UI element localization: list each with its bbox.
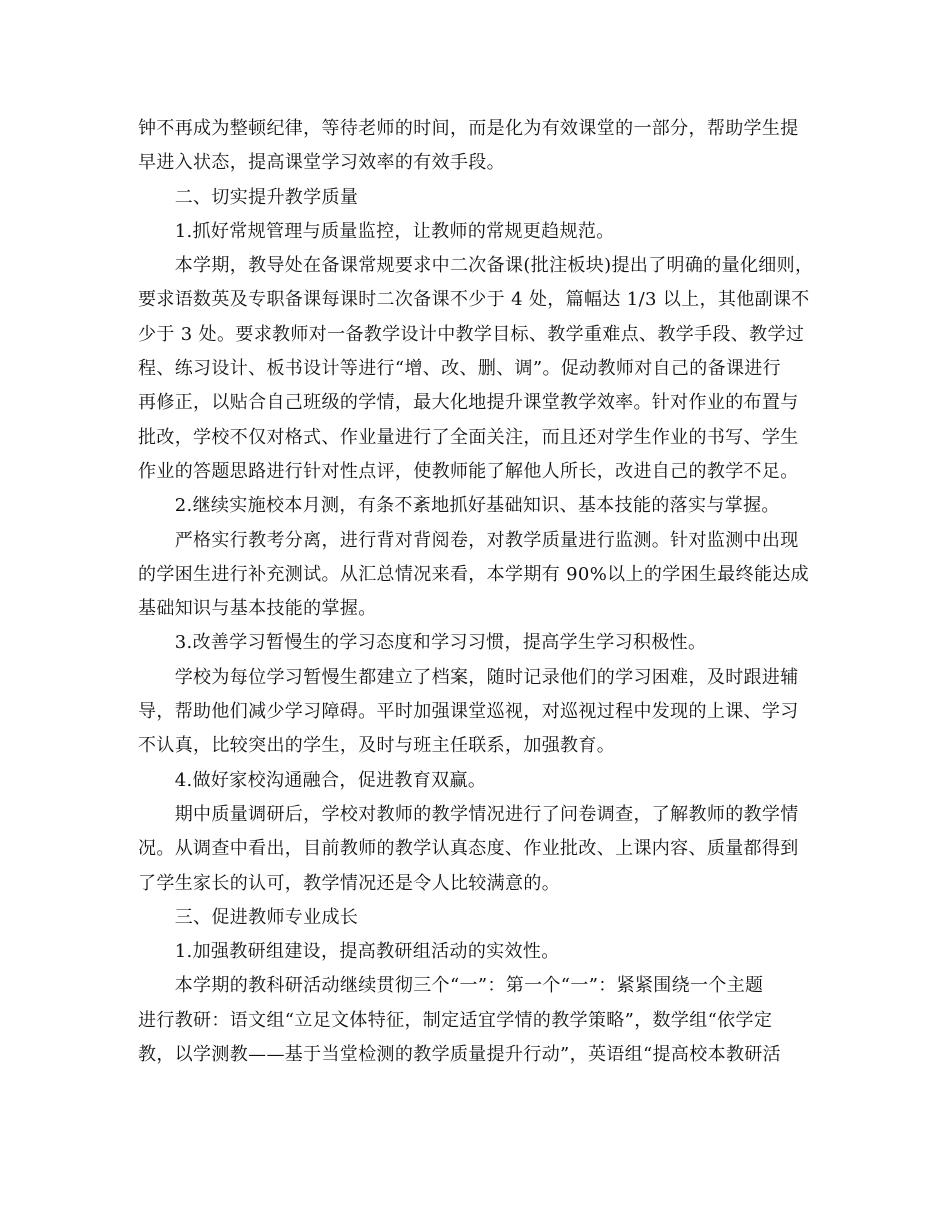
text-line: 期中质量调研后，学校对教师的教学情况进行了问卷调查，了解教师的教学情 [138, 803, 799, 825]
text-line: 不认真，比较突出的学生，及时与班主任联系，加强教育。 [138, 735, 616, 757]
text-line: 程、练习设计、板书设计等进行“增、改、删、调”。促动教师对自己的备课进行 [138, 358, 782, 380]
text-line: 本学期，教导处在备课常规要求中二次备课(批注板块)提出了明确的量化细则， [138, 255, 814, 277]
subsection-heading: 3.改善学习暂慢生的学习态度和学习习惯，提高学生学习积极性。 [138, 632, 707, 654]
text-line: 本学期的教科研活动继续贯彻三个“一”：第一个“一”：紧紧围绕一个主题 [138, 975, 764, 997]
text-line: 再修正，以贴合自己班级的学情，最大化地提升课堂教学效率。针对作业的布置与 [138, 392, 799, 414]
text-line: 少于 3 处。要求教师对一备教学设计中教学目标、教学重难点、教学手段、教学过 [138, 323, 805, 345]
text-line: 的学困生进行补充测试。从汇总情况来看，本学期有 90%以上的学困生最终能达成 [138, 563, 810, 585]
text-line: 学校为每位学习暂慢生都建立了档案，随时记录他们的学习困难，及时跟进辅 [138, 666, 799, 688]
text-line: 基础知识与基本技能的掌握。 [138, 598, 377, 620]
subsection-heading: 1.加强教研组建设，提高教研组活动的实效性。 [138, 941, 560, 963]
text-line: 进行教研：语文组“立足文体特征，制定适宜学情的教学策略”，数学组“依学定 [138, 1009, 773, 1031]
document-body [138, 112, 818, 1072]
text-line: 钟不再成为整顿纪律，等待老师的时间，而是化为有效课堂的一部分，帮助学生提 [138, 118, 799, 139]
subsection-heading: 2.继续实施校本月测，有条不紊地抓好基础知识、基本技能的落实与掌握。 [138, 495, 780, 517]
text-line: 况。从调查中看出，目前教师的教学认真态度、作业批改、上课内容、质量都得到 [138, 838, 799, 860]
text-line: 早进入状态，提高课堂学习效率的有效手段。 [138, 152, 505, 174]
text-line: 导，帮助他们减少学习障碍。平时加强课堂巡视，对巡视过程中发现的上课、学习 [138, 701, 799, 723]
text-line: 批改，学校不仅对格式、作业量进行了全面关注，而且还对学生作业的书写、学生 [138, 426, 799, 448]
section-heading: 二、切实提升教学质量 [138, 186, 359, 208]
subsection-heading: 4.做好家校沟通融合，促进教育双赢。 [138, 769, 487, 791]
text-line: 要求语数英及专职备课每课时二次备课不少于 4 处，篇幅达 1/3 以上，其他副课不 [138, 289, 810, 311]
text-line: 作业的答题思路进行针对性点评，使教师能了解他人所长，改进自己的教学不足。 [138, 460, 799, 482]
text-line: 教，以学测教——基于当堂检测的教学质量提升行动”，英语组“提高校本教研活 [138, 1044, 782, 1066]
section-heading: 三、促进教师专业成长 [138, 906, 359, 928]
subsection-heading: 1.抓好常规管理与质量监控，让教师的常规更趋规范。 [138, 220, 615, 242]
text-line: 了学生家长的认可，教学情况还是令人比较满意的。 [138, 872, 561, 894]
text-line: 严格实行教考分离，进行背对背阅卷，对教学质量进行监测。针对监测中出现 [138, 529, 799, 551]
